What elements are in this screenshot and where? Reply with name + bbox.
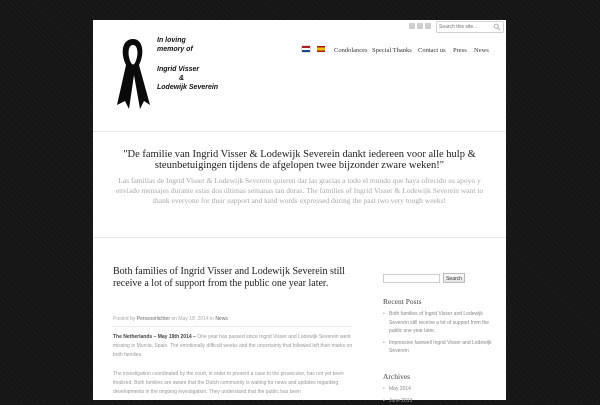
- top-bar: [93, 20, 506, 33]
- recent-posts-list: [383, 310, 503, 356]
- recent-posts-title: Recent Posts: [383, 297, 422, 306]
- post-title[interactable]: Both families of Ingrid Visser and Lodewijk Severein still receive a lot of support from the public one year later.: [113, 266, 353, 290]
- archives-title: Archives: [383, 372, 410, 381]
- logo-line-3: Ingrid Visser: [157, 66, 199, 73]
- spanish-flag-icon[interactable]: [317, 46, 325, 52]
- meta-divider: [113, 326, 351, 327]
- post-paragraph-1: [113, 333, 353, 360]
- post-paragraph-2: The investigation coordinated by the court, in order to present a case to the prosecutor, has not yet been finalized. Both families are aware that the Dutch community is waiting for news and updates regarding developments in the ongoing investigation. They understand that the public has been: [113, 370, 353, 397]
- meta-author-link[interactable]: Persvoorlichter: [137, 316, 170, 322]
- logo-line-1: In loving: [157, 37, 186, 44]
- site-logo[interactable]: [113, 35, 263, 113]
- post-dateline: The Netherlands – May 19th 2014 –: [113, 334, 196, 340]
- social-links: [409, 23, 431, 29]
- rss-icon[interactable]: [409, 23, 415, 29]
- mourning-ribbon-icon: [113, 35, 153, 113]
- tagline-quote: "De familie van Ingrid Visser & Lodewijk Severein dankt iedereen voor alle hulp & steunbetuigingen tijdens de afgelopen twee bijzonder zware weken!": [113, 149, 486, 171]
- nav-press[interactable]: Press: [453, 47, 467, 54]
- recent-post-link[interactable]: • Impressive farewell Ingrid Visser and Lodewijk Severein: [383, 339, 503, 356]
- dutch-flag-icon[interactable]: [302, 46, 310, 52]
- header-divider: [93, 131, 506, 132]
- logo-line-4: &: [179, 75, 184, 82]
- post-meta: [113, 316, 353, 322]
- tagline-subtext: Las familias de Ingrid Visser & Lodewijk Severein quieren dar las gracias a todo el mundo que haya ofrecido su apoyo y enviado mensajes durante estas dos últimas semanas tan duras. The families of Ingrid Visser & Lodewijk Severein want to thank everyone for their support and kind words expressed during the past two very tough weeks!: [113, 176, 486, 206]
- meta-date: on May 18, 2014 in: [171, 316, 214, 322]
- logo-line-2: memory of: [157, 46, 193, 53]
- search-icon[interactable]: [493, 23, 501, 31]
- header-search-input[interactable]: [439, 22, 489, 32]
- post-paragraph-1-body: One year has passed since Ingrid Visser and Lodewijk Severein went missing in Murcia, Spain. The emotionally difficult weeks and the uncertainty that followed left their marks on both families.: [113, 334, 352, 358]
- content-divider: [93, 237, 506, 238]
- twitter-icon[interactable]: [417, 23, 423, 29]
- nav-special-thanks[interactable]: Special Thanks: [372, 47, 412, 54]
- sidebar-search-button[interactable]: Search: [443, 273, 465, 283]
- page-container: [93, 20, 506, 400]
- facebook-icon[interactable]: [425, 23, 431, 29]
- logo-line-5: Lodewijk Severein: [157, 84, 218, 91]
- archives-list: [383, 385, 503, 405]
- nav-condolances[interactable]: Condolances: [334, 47, 368, 54]
- archive-link[interactable]: • June 2013: [383, 397, 503, 405]
- recent-post-link[interactable]: • Both families of Ingrid Visser and Lodewijk Severein still receive a lot of support from the public one year later.: [383, 310, 503, 336]
- sidebar-search-input[interactable]: [383, 274, 440, 283]
- nav-contact-us[interactable]: Contact us: [418, 47, 446, 54]
- archive-link[interactable]: • May 2014: [383, 385, 503, 394]
- meta-category-link[interactable]: News: [215, 316, 228, 322]
- meta-posted-by: Posted by: [113, 316, 135, 322]
- header-search: [436, 21, 504, 33]
- nav-news[interactable]: News: [474, 47, 489, 54]
